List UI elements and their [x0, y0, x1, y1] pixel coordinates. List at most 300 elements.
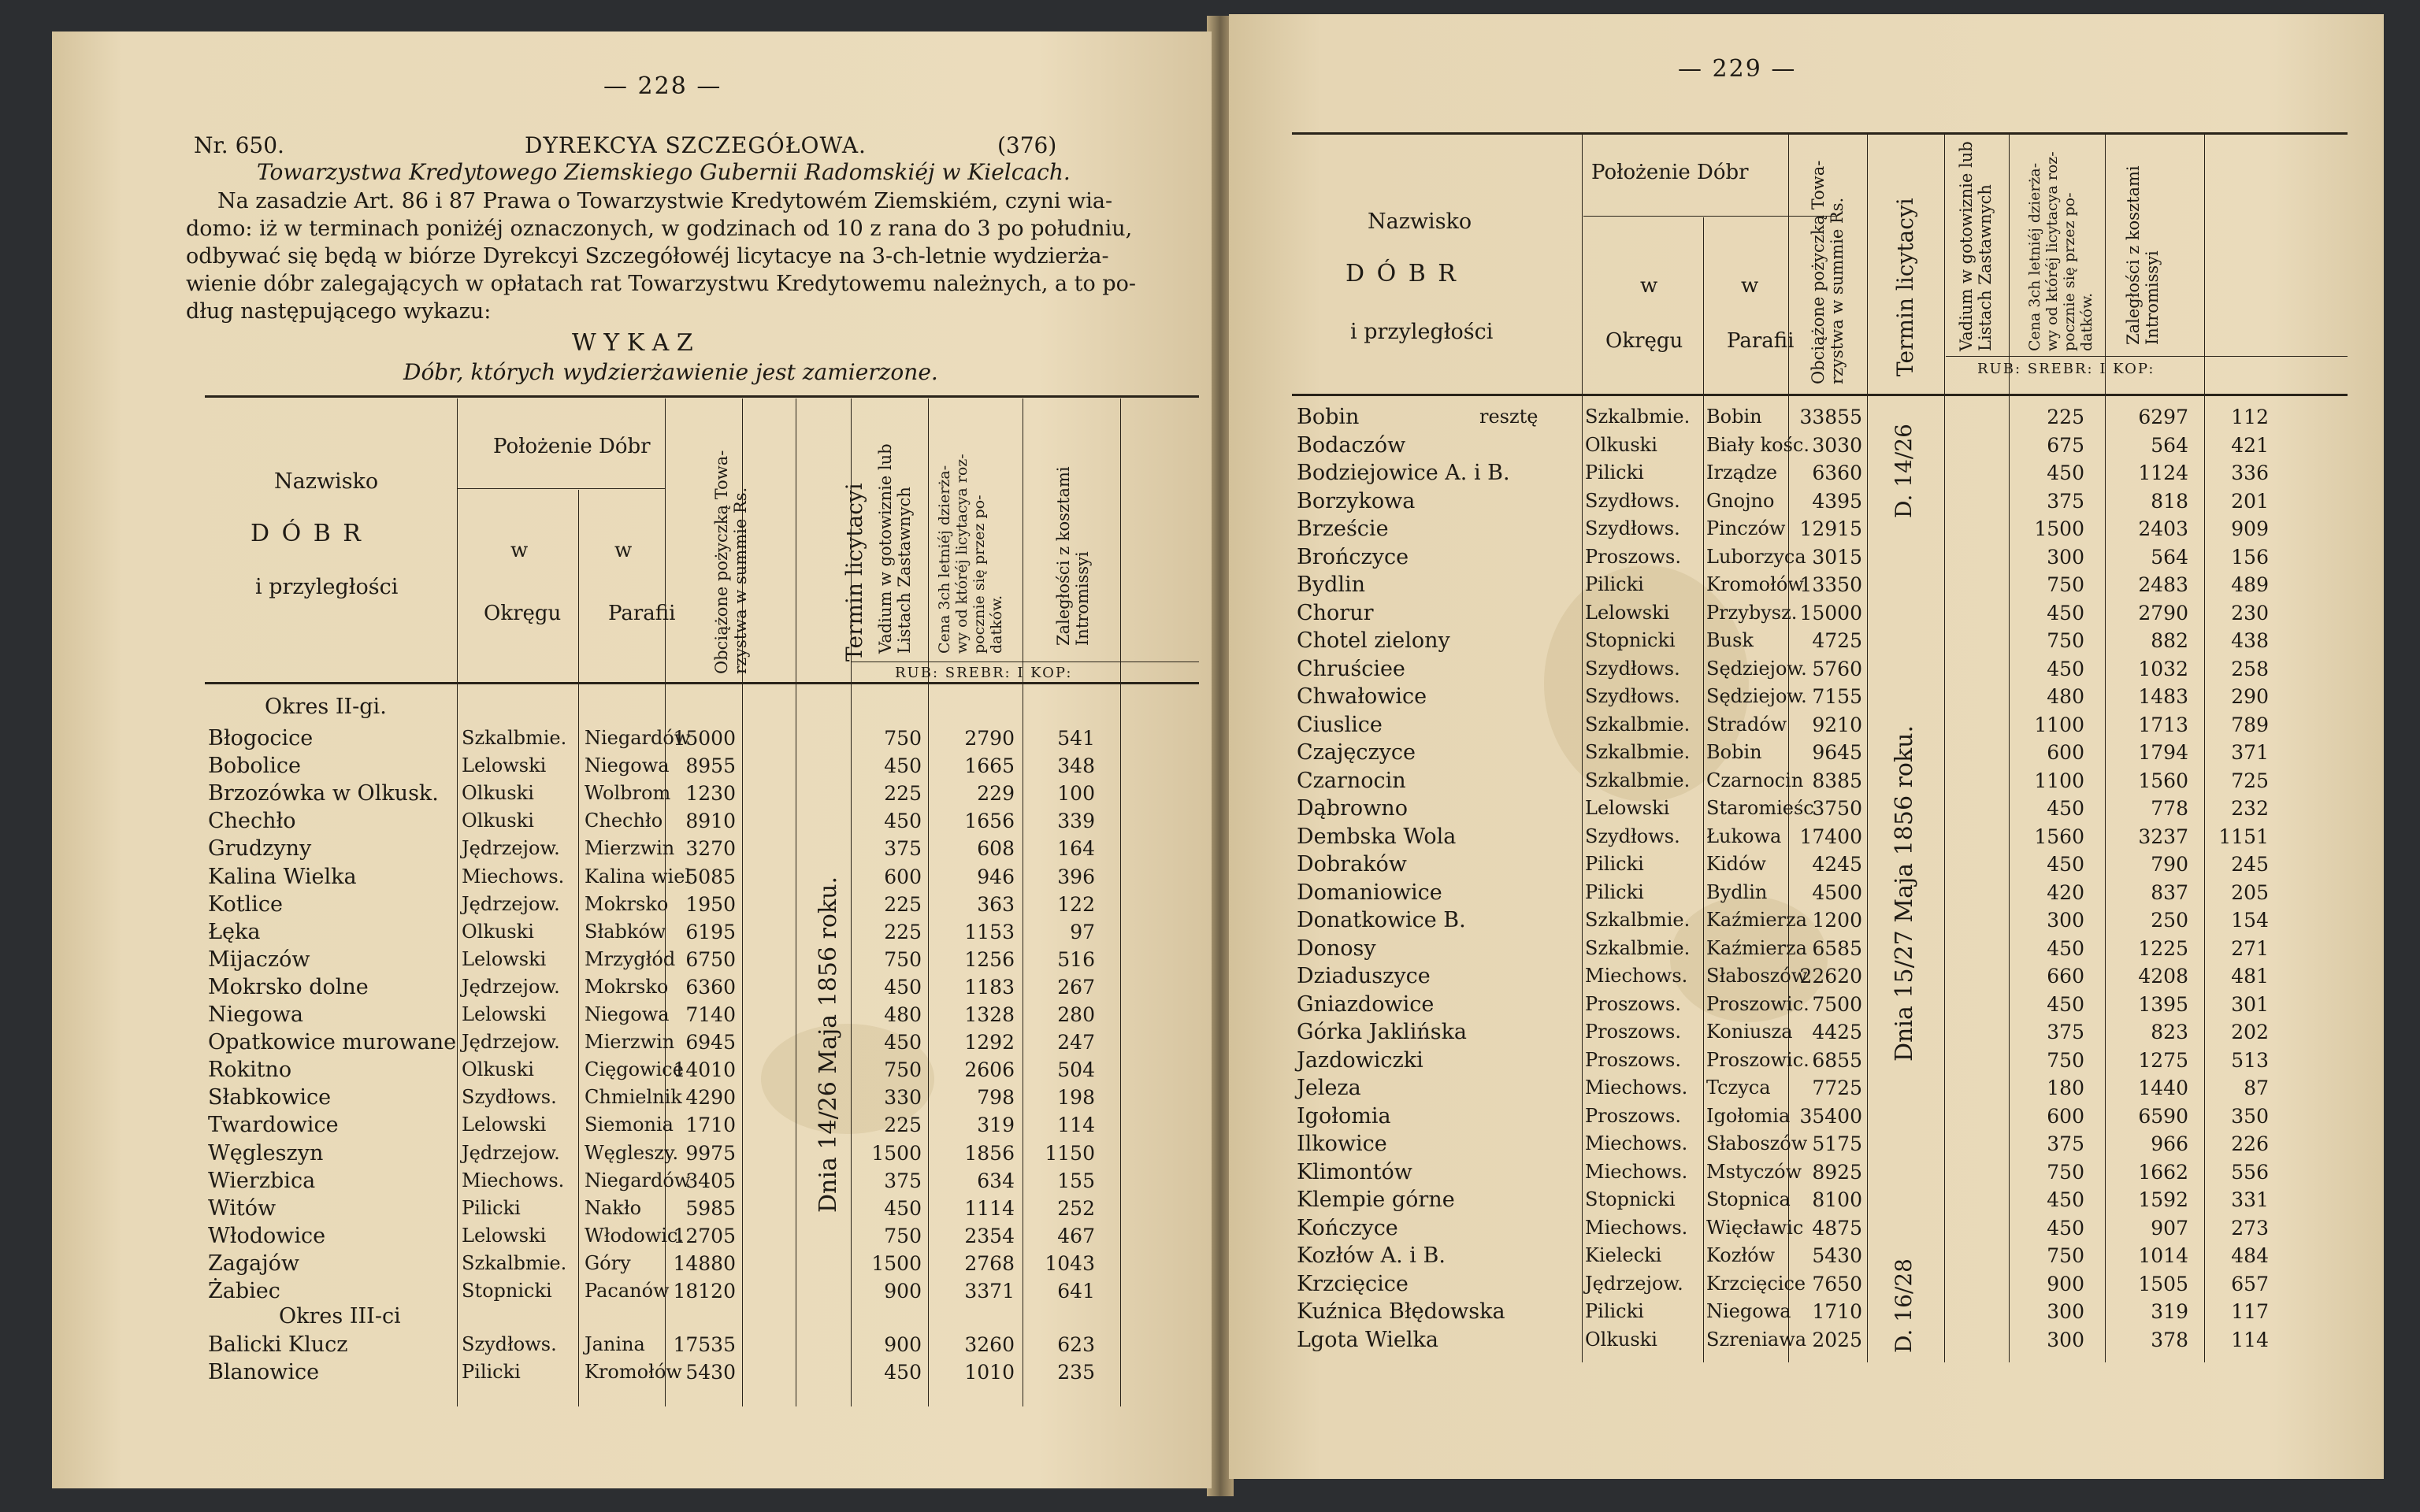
cell-parish: Niegowa [585, 1003, 670, 1025]
cell-estate-name: Dobraków [1297, 852, 1407, 876]
cell-price: 1856 [964, 1141, 1015, 1165]
cell-loan-sum: 9210 [1812, 713, 1862, 736]
cell-district: Szydłows. [1585, 517, 1680, 539]
cell-estate-name: Błogocice [208, 726, 314, 750]
table-row [52, 835, 1202, 862]
cell-loan-sum: 4875 [1812, 1216, 1862, 1240]
cell-district: Olkuski [462, 920, 534, 943]
cell-estate-name: Klempie górne [1297, 1188, 1455, 1212]
cell-parish: Cięgowice [585, 1058, 684, 1081]
cell-arrears: 541 [1057, 727, 1095, 750]
cell-vadium: 450 [884, 810, 922, 833]
cell-district: Jędrzejow. [1585, 1272, 1683, 1295]
cell-parish: Mokrsko [585, 892, 669, 915]
col-nazwisko: Nazwisko [1368, 209, 1472, 234]
header-line: Cena 3ch letniéj dzierża- [2026, 162, 2043, 351]
cell-vadium: 225 [884, 892, 922, 916]
cell-arrears: 336 [2231, 461, 2269, 484]
cell-price: 882 [2151, 629, 2188, 652]
cell-arrears: 909 [2231, 517, 2269, 540]
cell-estate-name: Igołomia [1297, 1103, 1391, 1128]
cell-loan-sum: 18120 [673, 1280, 736, 1303]
cell-vadium: 450 [2047, 992, 2084, 1016]
cell-loan-sum: 3405 [685, 1169, 736, 1192]
cell-parish: Włodowic. [585, 1224, 684, 1247]
cell-district: Miechows. [1585, 1216, 1688, 1239]
cell-arrears: 252 [1057, 1196, 1095, 1220]
cell-parish: Irządze [1706, 461, 1778, 484]
cell-vadium: 900 [884, 1280, 922, 1303]
cell-price: 2483 [2138, 573, 2188, 596]
col-cena [936, 454, 1005, 654]
cell-district: Olkuski [462, 1058, 534, 1081]
table-row [1229, 571, 2379, 598]
header-line: rzystwa w summie Rs. [731, 487, 750, 674]
table-row [1229, 935, 2379, 962]
cell-loan-sum: 12705 [673, 1224, 736, 1247]
table-row [52, 863, 1202, 891]
notice-number: Nr. 650. [194, 132, 284, 158]
cell-district: Miechows. [462, 1169, 565, 1191]
cell-vadium: 330 [884, 1086, 922, 1110]
cell-loan-sum: 4425 [1812, 1021, 1862, 1043]
cell-vadium: 375 [884, 1169, 922, 1192]
cell-price: 4208 [2138, 965, 2188, 988]
cell-arrears: 232 [2231, 797, 2269, 820]
cell-loan-sum: 1200 [1812, 909, 1862, 932]
cell-estate-name: Bodziejowice A. i B. [1297, 461, 1510, 485]
header-line: Obciążone pożyczką Towa- [1809, 160, 1828, 384]
table-row [52, 807, 1202, 835]
header-line: Zaległości z kosztami [1054, 466, 1073, 646]
header-line: datków. [988, 595, 1005, 654]
cell-arrears: 267 [1057, 975, 1095, 999]
cell-district: Lelowski [462, 1224, 547, 1247]
cell-price: 1505 [2138, 1272, 2188, 1295]
cell-estate-name: Witów [208, 1195, 277, 1221]
cell-price: 564 [2151, 433, 2188, 457]
cell-estate-name: Opatkowice murowane [208, 1030, 457, 1055]
cell-vadium: 1500 [871, 1141, 922, 1165]
cell-parish: Mrzygłód [585, 947, 676, 970]
col-parafii: Parafii [608, 602, 676, 625]
header-line: wy od któréj licytacya roz- [2043, 151, 2061, 351]
cell-vadium: 750 [884, 947, 922, 971]
cell-parish: Mierzwin [585, 837, 675, 860]
cell-parish: Bobin [1706, 406, 1762, 428]
cell-vadium: 225 [884, 920, 922, 943]
cell-price: 319 [977, 1114, 1015, 1137]
cell-parish: Słaboszów [1706, 965, 1808, 987]
cell-price: 1656 [964, 810, 1015, 833]
cell-estate-name: Kalina Wielka [208, 864, 357, 889]
cell-price: 1124 [2138, 461, 2188, 484]
cell-parish: Więcławic [1706, 1216, 1804, 1239]
header-line: Cena 3ch letniéj dzierża- [936, 465, 953, 654]
header-line: Vadium w gotowiznie lub [876, 443, 895, 654]
cell-arrears: 205 [2231, 880, 2269, 904]
cell-loan-sum: 1710 [1812, 1300, 1862, 1323]
cell-loan-sum: 1230 [685, 782, 736, 806]
cell-parish: Przybysz. [1706, 601, 1798, 624]
cell-arrears: 489 [2231, 573, 2269, 596]
cell-price: 837 [2151, 880, 2188, 904]
table-row [1229, 543, 2379, 571]
header-line: Intromissyi [2143, 250, 2162, 345]
table-row [1229, 767, 2379, 795]
table-row [1229, 962, 2379, 990]
cell-loan-sum: 9645 [1812, 741, 1862, 764]
cell-arrears: 438 [2231, 629, 2269, 652]
table-row [52, 1222, 1202, 1250]
cell-parish: Kromołów [585, 1361, 682, 1383]
cell-estate-name: Mijaczów [208, 947, 310, 972]
cell-arrears: 271 [2231, 936, 2269, 960]
header-line: Listach Zastawnych [1976, 184, 1995, 351]
cell-loan-sum: 35400 [1799, 1104, 1862, 1128]
cell-parish: Niegowa [1706, 1300, 1791, 1322]
table-row [1229, 683, 2379, 710]
cell-arrears: 122 [1057, 892, 1095, 916]
cell-arrears: 112 [2231, 406, 2269, 428]
cell-vadium: 750 [2047, 1048, 2084, 1072]
cell-vadium: 1500 [871, 1251, 922, 1275]
cell-price: 250 [2151, 909, 2188, 932]
intro-line: dług następującego wykazu: [186, 299, 492, 324]
cell-district: Miechows. [1585, 1160, 1688, 1183]
cell-arrears: 481 [2231, 965, 2269, 988]
table-top-rule [1292, 132, 2348, 135]
cell-district: Szydłows. [1585, 685, 1680, 707]
cell-price: 3260 [964, 1333, 1015, 1356]
cell-estate-name: Wierzbica [208, 1168, 316, 1193]
cell-price: 1328 [964, 1003, 1015, 1026]
cell-district: Lelowski [462, 754, 547, 777]
cell-loan-sum: 6945 [685, 1031, 736, 1054]
cell-vadium: 450 [884, 1196, 922, 1220]
table-row [1229, 739, 2379, 766]
cell-district: Szkalbmie. [1585, 406, 1691, 428]
cell-district: Proszows. [1585, 1021, 1681, 1043]
cell-vadium: 300 [2047, 1328, 2084, 1351]
cell-vadium: 450 [2047, 461, 2084, 484]
cell-loan-sum: 4290 [685, 1086, 736, 1110]
cell-arrears: 155 [1057, 1169, 1095, 1192]
cell-price: 818 [2151, 489, 2188, 513]
cell-loan-sum: 7140 [685, 1003, 736, 1026]
cell-district: Lelowski [462, 1114, 547, 1136]
cell-estate-name: Lgota Wielka [1297, 1327, 1438, 1352]
table-row [1229, 459, 2379, 487]
cell-price: 1014 [2138, 1244, 2188, 1267]
cell-price: 1395 [2138, 992, 2188, 1016]
table-header-rule [205, 682, 1199, 684]
cell-parish: Kaźmierza [1706, 936, 1807, 959]
cell-district: Szkalbmie. [1585, 936, 1691, 959]
cell-district: Proszows. [1585, 1104, 1681, 1127]
cell-price: 2403 [2138, 517, 2188, 540]
cell-district: Miechows. [1585, 1077, 1688, 1099]
cell-vadium: 450 [884, 975, 922, 999]
cell-estate-name: Klimontów [1297, 1159, 1412, 1184]
cell-price: 1183 [964, 975, 1015, 999]
cell-estate-name: Twardowice [208, 1113, 339, 1138]
cell-arrears: 301 [2231, 992, 2269, 1016]
table-row [1229, 1018, 2379, 1046]
cell-parish: Chechło [585, 810, 663, 832]
cell-estate-name: Chorur [1297, 600, 1374, 625]
col-zaleglosci [2124, 165, 2162, 345]
cell-parish: Tczyca [1706, 1077, 1771, 1099]
cell-price: 966 [2151, 1132, 2188, 1155]
cell-vadium: 225 [2047, 406, 2084, 428]
cell-estate-name: Czajęczyce [1297, 740, 1416, 765]
cell-arrears: 280 [1057, 1003, 1095, 1026]
cell-arrears: 556 [2231, 1160, 2269, 1184]
notice-subheading: Towarzystwa Kredytowego Ziemskiego Gubernii Radomskiéj w Kielcach. [257, 159, 1071, 185]
left-page [52, 32, 1212, 1488]
cell-price: 1114 [964, 1196, 1015, 1220]
cell-loan-sum: 3015 [1812, 545, 1862, 569]
cell-estate-name: Kuźnica Błędowska [1297, 1299, 1505, 1324]
col-vadium [876, 443, 914, 654]
cell-district: Kielecki [1585, 1244, 1662, 1266]
cell-price: 1665 [964, 754, 1015, 778]
cell-district: Olkuski [462, 810, 534, 832]
cell-parish: Pinczów [1706, 517, 1786, 539]
cell-parish: Staromieśc [1706, 797, 1814, 819]
cell-vadium: 750 [884, 1058, 922, 1082]
notice-reference: (376) [997, 132, 1057, 158]
cell-vadium: 450 [2047, 1216, 2084, 1240]
cell-price: 823 [2151, 1021, 2188, 1043]
cell-district: Stopnicki [1585, 629, 1676, 651]
table-row [1229, 1214, 2379, 1242]
cell-price: 1275 [2138, 1048, 2188, 1072]
cell-vadium: 750 [2047, 629, 2084, 652]
cell-parish: Busk [1706, 629, 1754, 651]
currency-note: RUB: SREBR: I KOP: [1977, 361, 2155, 377]
cell-price: 1032 [2138, 657, 2188, 680]
cell-estate-name: Bydlin [1297, 573, 1366, 597]
cell-estate-name: Bobin [1297, 405, 1360, 429]
cell-estate-name: Kończyce [1297, 1215, 1398, 1240]
cell-loan-sum: 7650 [1812, 1272, 1862, 1295]
col-cena [2026, 151, 2095, 351]
header-line: rzystwa w summie Rs. [1828, 197, 1847, 384]
cell-district: Olkuski [1585, 433, 1657, 456]
cell-district: Stopnicki [462, 1280, 552, 1302]
cell-price: 1483 [2138, 685, 2188, 708]
cell-loan-sum: 4245 [1812, 853, 1862, 876]
rule [1583, 216, 1835, 217]
intro-line: odbywać się będą w biórze Dyrekcyi Szczegółowéj licytacye na 3-ch-letnie wydzierża- [186, 244, 1109, 269]
cell-vadium: 180 [2047, 1077, 2084, 1099]
cell-loan-sum: 7725 [1812, 1077, 1862, 1099]
cell-estate-name: Mokrsko dolne [208, 974, 369, 999]
cell-parish: Biały kośc. [1706, 433, 1809, 456]
cell-arrears: 513 [2231, 1048, 2269, 1072]
cell-parish: Kaźmierza [1706, 909, 1807, 931]
cell-parish: Stopnica [1706, 1188, 1791, 1210]
cell-price: 1256 [964, 947, 1015, 971]
cell-estate-name: Brończyce [1297, 544, 1409, 569]
cell-loan-sum: 17400 [1799, 825, 1862, 848]
cell-district: Szydłows. [1585, 657, 1680, 680]
cell-estate-name: Niegowa [208, 1002, 303, 1027]
cell-price: 6297 [2138, 406, 2188, 428]
col-przyleglosci: i przyległości [255, 575, 399, 599]
cell-loan-sum: 5430 [1812, 1244, 1862, 1267]
cell-loan-sum: 5760 [1812, 657, 1862, 680]
intro-line: domo: iż w terminach poniżéj oznaczonych, w godzinach od 10 z rana do 3 po południu, [186, 217, 1133, 241]
auction-term-2: Dnia 15/27 Maja 1856 roku. [1891, 724, 1918, 1062]
notice-intro [186, 187, 1210, 325]
cell-price: 1713 [2138, 713, 2188, 736]
cell-estate-name: Ilkowice [1297, 1132, 1387, 1156]
cell-district: Pilicki [462, 1361, 521, 1383]
header-line: wy od któréj licytacya roz- [953, 454, 971, 654]
col-zaleglosci [1054, 466, 1092, 646]
cell-vadium: 450 [884, 1031, 922, 1054]
cell-vadium: 225 [884, 782, 922, 806]
cell-note: resztę [1479, 406, 1538, 428]
col-okregu: Okręgu [1605, 329, 1683, 353]
table-row [1229, 599, 2379, 627]
cell-estate-name: Dąbrowno [1297, 796, 1408, 821]
col-nazwisko: Nazwisko [274, 469, 379, 494]
cell-vadium: 450 [884, 1361, 922, 1384]
cell-vadium: 300 [2047, 545, 2084, 569]
cell-price: 1794 [2138, 741, 2188, 764]
cell-arrears: 100 [1057, 782, 1095, 806]
cell-arrears: 396 [1057, 865, 1095, 888]
cell-estate-name: Słabkowice [208, 1085, 332, 1110]
col-termin: Termin licytacyi [841, 483, 867, 662]
cell-arrears: 235 [1057, 1361, 1095, 1384]
page-number-left: — 228 — [603, 72, 722, 100]
cell-estate-name: Bodaczów [1297, 432, 1406, 458]
cell-loan-sum: 6750 [685, 947, 736, 971]
cell-district: Proszows. [1585, 992, 1681, 1015]
cell-loan-sum: 4500 [1812, 880, 1862, 904]
cell-parish: Kidów [1706, 853, 1766, 875]
table-row [1229, 1298, 2379, 1325]
cell-vadium: 750 [884, 1224, 922, 1247]
cell-loan-sum: 8925 [1812, 1160, 1862, 1184]
cell-district: Proszows. [1585, 545, 1681, 568]
cell-loan-sum: 5175 [1812, 1132, 1862, 1155]
col-przyleglosci: i przyległości [1350, 320, 1494, 344]
cell-loan-sum: 4395 [1812, 489, 1862, 513]
cell-parish: Proszowic. [1706, 992, 1809, 1015]
cell-parish: Nakło [585, 1196, 642, 1219]
header-line: pocznie się przez po- [2061, 192, 2078, 351]
cell-parish: Niegardów [585, 1169, 691, 1191]
cell-price: 564 [2151, 545, 2188, 569]
cell-arrears: 657 [2231, 1272, 2269, 1295]
cell-arrears: 156 [2231, 545, 2269, 569]
cell-arrears: 198 [1057, 1086, 1095, 1110]
cell-district: Szkalbmie. [1585, 713, 1691, 736]
table-row [52, 946, 1202, 973]
cell-loan-sum: 8100 [1812, 1188, 1862, 1211]
cell-loan-sum: 15000 [1799, 601, 1862, 624]
cell-loan-sum: 1950 [685, 892, 736, 916]
cell-parish: Łukowa [1706, 825, 1782, 847]
cell-parish: Bobin [1706, 741, 1762, 763]
header-line: Vadium w gotowiznie lub [1957, 141, 1976, 351]
table-row [1229, 627, 2379, 654]
cell-vadium: 375 [2047, 1021, 2084, 1043]
cell-estate-name: Węgleszyn [208, 1140, 324, 1166]
cell-arrears: 117 [2231, 1300, 2269, 1323]
cell-price: 1662 [2138, 1160, 2188, 1184]
table-row [1229, 1158, 2379, 1186]
table-row [52, 1277, 1202, 1305]
cell-loan-sum: 5985 [685, 1196, 736, 1220]
cell-vadium: 225 [884, 1114, 922, 1137]
cell-parish: Pacanów [585, 1280, 670, 1302]
cell-price: 2354 [964, 1224, 1015, 1247]
cell-estate-name: Dziaduszyce [1297, 964, 1431, 988]
table-top-rule [205, 395, 1199, 398]
cell-price: 2768 [964, 1251, 1015, 1275]
cell-parish: Stradów [1706, 713, 1787, 736]
table-row [52, 1056, 1202, 1084]
cell-arrears: 484 [2231, 1244, 2269, 1267]
table-row [1229, 850, 2379, 878]
cell-price: 1225 [2138, 936, 2188, 960]
auction-term-3: D. 16/28 [1891, 1258, 1917, 1353]
cell-parish: Kalina wiel [585, 865, 692, 888]
cell-district: Szydłows. [1585, 489, 1680, 512]
cell-estate-name: Krzcięcice [1297, 1271, 1409, 1296]
cell-arrears: 331 [2231, 1188, 2269, 1211]
cell-parish: Kromołów [1706, 573, 1804, 595]
col-obciazone [712, 450, 750, 674]
cell-loan-sum: 6360 [685, 975, 736, 999]
cell-vadium: 450 [2047, 1188, 2084, 1211]
cell-loan-sum: 8910 [685, 810, 736, 833]
table-row [52, 1111, 1202, 1139]
wykaz-title: W Y K A Z [572, 329, 693, 357]
cell-estate-name: Chruściee [1297, 656, 1405, 681]
cell-district: Miechows. [1585, 965, 1688, 987]
cell-district: Jędrzejow. [462, 892, 560, 915]
cell-district: Szkalbmie. [462, 727, 567, 749]
cell-price: 1560 [2138, 769, 2188, 792]
cell-arrears: 97 [1070, 920, 1095, 943]
cell-parish: Sędziejow. [1706, 685, 1807, 707]
table-row [1229, 432, 2379, 459]
cell-price: 2790 [2138, 601, 2188, 624]
header-line: Listach Zastawnych [895, 487, 914, 654]
cell-loan-sum: 6585 [1812, 936, 1862, 960]
cell-estate-name: Ciuslice [1297, 712, 1383, 737]
cell-price: 2606 [964, 1058, 1015, 1082]
cell-vadium: 750 [884, 727, 922, 750]
cell-loan-sum: 14010 [673, 1058, 736, 1082]
cell-loan-sum: 14880 [673, 1251, 736, 1275]
cell-price: 778 [2151, 797, 2188, 820]
cell-arrears: 421 [2231, 433, 2269, 457]
cell-estate-name: Chechło [208, 809, 296, 834]
cell-vadium: 450 [2047, 601, 2084, 624]
cell-estate-name: Czarnocin [1297, 768, 1406, 793]
cell-estate-name: Domaniowice [1297, 880, 1442, 905]
table-row [1229, 1102, 2379, 1130]
